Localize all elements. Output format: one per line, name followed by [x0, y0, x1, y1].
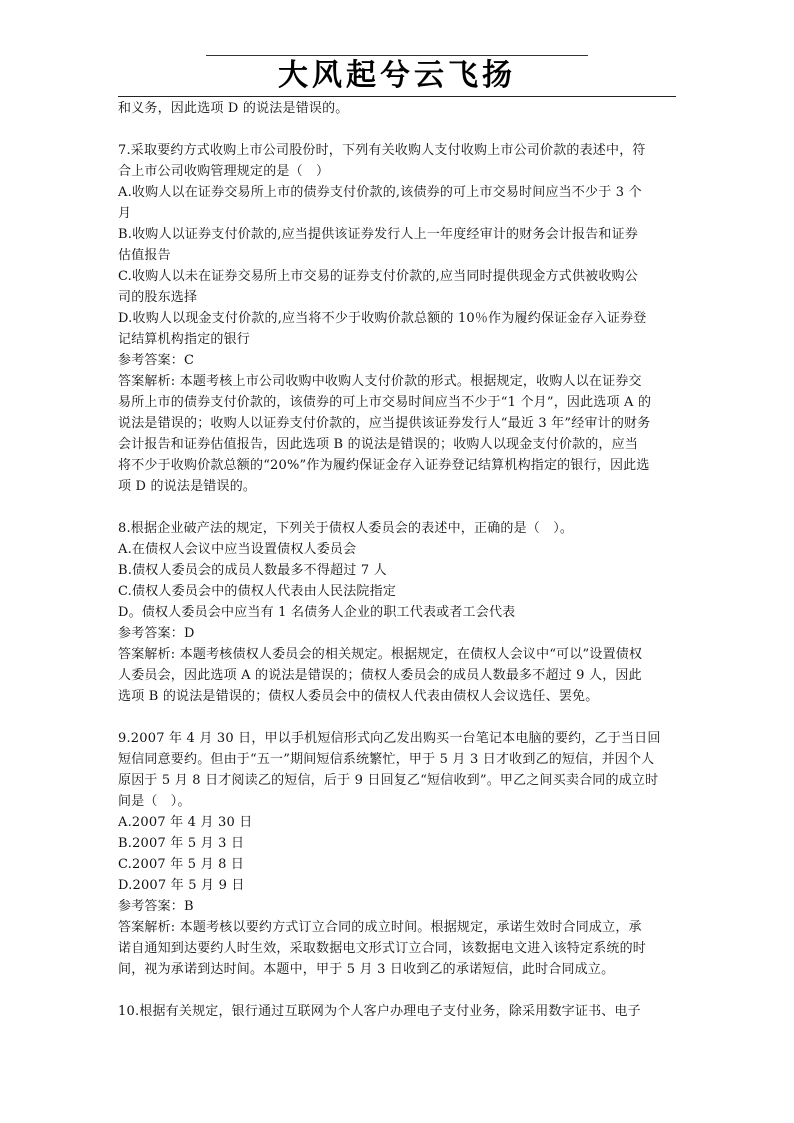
question-line: 短信同意要约。但由于“五一”期间短信系统繁忙，甲于 5 月 3 日才收到乙的短信，并因个人 [118, 752, 655, 767]
lead-line: 和义务，因此选项 D 的说法是错误的。 [118, 101, 349, 116]
question-block [118, 1001, 678, 1022]
question-line: 选项 B 的说法是错误的；债权人委员会中的债权人代表由债权人会议选任、罢免。 [118, 689, 599, 704]
question-line: D.2007 年 5 月 9 日 [118, 878, 245, 893]
question-line: 会计报告和证券估值报告，因此选项 B 的说法是错误的；收购人以现金支付价款的，应当 [118, 437, 639, 452]
question-line: 参考答案：C [118, 353, 195, 368]
question-block [118, 728, 678, 980]
question-block [118, 140, 678, 497]
question-line: D.收购人以现金支付价款的,应当将不少于收购价款总额的 10％作为履约保证金存入证券登 [118, 311, 647, 326]
question-line: A.收购人以在证券交易所上市的债券支付价款的,该债券的可上市交易时间应当不少于 3 个 [118, 185, 642, 200]
question-line: 项 D 的说法是错误的。 [118, 479, 257, 494]
document-body [118, 98, 678, 1022]
question-line: 7.采取要约方式收购上市公司股份时，下列有关收购人支付收购上市公司价款的表述中，符 [118, 143, 646, 158]
question-line: A.在债权人会议中应当设置债权人委员会 [118, 542, 357, 557]
question-line: 8.根据企业破产法的规定，下列关于债权人委员会的表述中，正确的是（ ）。 [118, 521, 574, 536]
question-line: 将不少于收购价款总额的“20%”作为履约保证金存入证券登记结算机构指定的银行，因此选 [118, 458, 650, 473]
paragraph-gap [118, 707, 678, 728]
question-line: 人委员会，因此选项 A 的说法是错误的；债权人委员会的成员人数最多不超过 9 人，因此 [118, 668, 642, 683]
question-block [118, 518, 678, 707]
question-line: 10.根据有关规定，银行通过互联网为个人客户办理电子支付业务，除采用数字证书、电子 [118, 1004, 641, 1019]
question-line: D。债权人委员会中应当有 1 名债务人企业的职工代表或者工会代表 [118, 605, 516, 620]
question-line: B.债权人委员会的成员人数最多不得超过 7 人 [118, 563, 387, 578]
paragraph-gap [118, 497, 678, 518]
page-header [118, 55, 676, 97]
question-line: 原因于 5 月 8 日才阅读乙的短信，后于 9 日回复乙“短信收到”。甲乙之间买卖合同的成立时 [118, 773, 659, 788]
question-line: 参考答案：D [118, 626, 195, 641]
question-line: 说法是错误的；收购人以证券支付价款的，应当提供该证券发行人“最近 3 年”经审计的财务 [118, 416, 651, 431]
header-top-rule [206, 55, 588, 56]
question-line: B.2007 年 5 月 3 日 [118, 836, 245, 851]
question-line: 答案解析: 本题考核以要约方式订立合同的成立时间。根据规定，承诺生效时合同成立，承 [118, 920, 642, 935]
question-line: C.2007 年 5 月 8 日 [118, 857, 245, 872]
question-line: 估值报告 [118, 248, 171, 263]
question-line: 间，视为承诺到达时间。本题中，甲于 5 月 3 日收到乙的承诺短信，此时合同成立。 [118, 962, 615, 977]
paragraph-gap [118, 980, 678, 1001]
header-title: 大风起兮云飞扬 [278, 58, 516, 93]
question-line: B.收购人以证券支付价款的,应当提供该证券发行人上一年度经审计的财务会计报告和证券 [118, 227, 639, 242]
question-line: A.2007 年 4 月 30 日 [118, 815, 253, 830]
question-line: 间是（ ）。 [118, 794, 191, 809]
question-line: C.债权人委员会中的债权人代表由人民法院指定 [118, 584, 397, 599]
question-list [118, 140, 678, 1022]
question-line: 易所上市的债券支付价款的，该债券的可上市交易时间应当不少于“1 个月”，因此选项 A 的 [118, 395, 652, 410]
question-line: 司的股东选择 [118, 290, 198, 305]
header-bottom-rule [118, 96, 676, 97]
question-line: 诺自通知到达要约人时生效，采取数据电文形式订立合同，该数据电文进入该特定系统的时 [118, 941, 647, 956]
question-line: 答案解析: 本题考核债权人委员会的相关规定。根据规定，在债权人会议中“可以”设置债权 [118, 647, 643, 662]
question-line: 参考答案：B [118, 899, 194, 914]
paragraph-gap [118, 119, 678, 140]
question-line: 合上市公司收购管理规定的是（ ） [118, 164, 330, 179]
question-line: 记结算机构指定的银行 [118, 332, 251, 347]
question-line: C.收购人以未在证券交易所上市交易的证券支付价款的,应当同时提供现金方式供被收购公 [118, 269, 638, 284]
question-line: 9.2007 年 4 月 30 日，甲以手机短信形式向乙发出购买一台笔记本电脑的要约，乙于当日回 [118, 731, 661, 746]
question-line: 答案解析: 本题考核上市公司收购中收购人支付价款的形式。根据规定，收购人以在证券交 [118, 374, 642, 389]
question-line: 月 [118, 206, 132, 221]
